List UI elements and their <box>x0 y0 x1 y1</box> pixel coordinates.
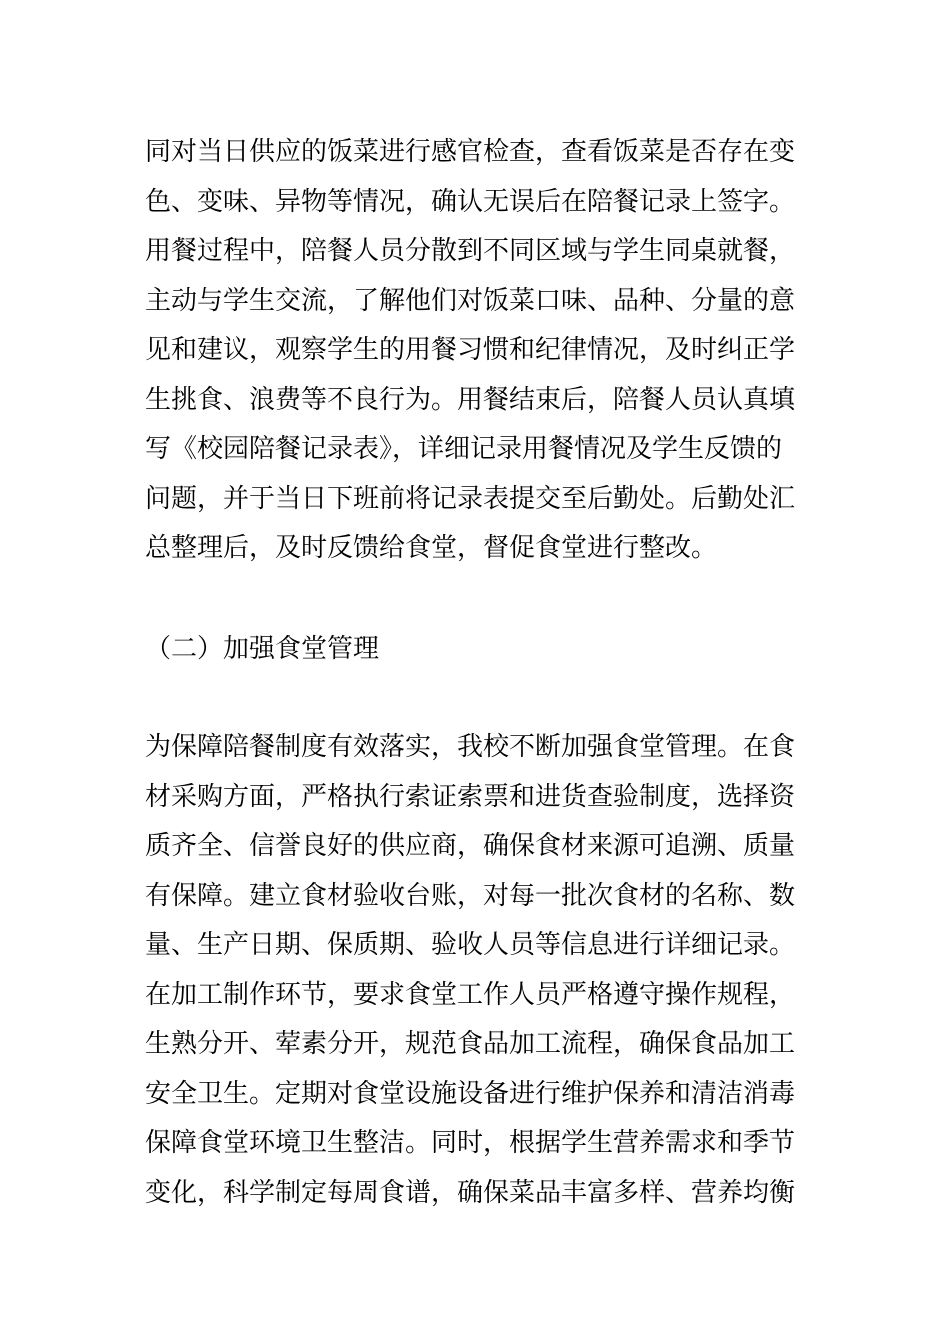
text-line: 同对当日供应的饭菜进行感官检查，查看饭菜是否存在变 <box>145 137 796 167</box>
text-line: 安全卫生。定期对食堂设施设备进行维护保养和清洁消毒 <box>145 1078 796 1109</box>
text-line: 生挑食、浪费等不良行为。用餐结束后，陪餐人员认真填 <box>145 384 796 415</box>
text-line: 用餐过程中，陪餐人员分散到不同区域与学生同桌就餐， <box>145 236 796 266</box>
text-line: 主动与学生交流，了解他们对饭菜口味、品种、分量的意 <box>145 285 796 316</box>
text-line: 有保障。建立食材验收台账，对每一批次食材的名称、数 <box>145 880 796 911</box>
text-line: 写《校园陪餐记录表》，详细记录用餐情况及学生反馈的 <box>145 434 783 464</box>
section-heading-text: （二）加强食堂管理 <box>145 634 380 664</box>
text-line: 质齐全、信誉良好的供应商，确保食材来源可追溯、质量 <box>145 831 796 861</box>
text-line: 材采购方面，严格执行索证索票和进货查验制度，选择资 <box>145 781 796 812</box>
text-line: 生熟分开、荤素分开，规范食品加工流程，确保食品加工 <box>145 1029 796 1059</box>
paragraph-canteen-management <box>145 723 815 1218</box>
text-line: 在加工制作环节，要求食堂工作人员严格遵守操作规程， <box>145 979 796 1010</box>
text-line: 为保障陪餐制度有效落实，我校不断加强食堂管理。在食 <box>145 732 796 762</box>
text-line: 色、变味、异物等情况，确认无误后在陪餐记录上签字。 <box>145 186 796 217</box>
text-line: 量、生产日期、保质期、验收人员等信息进行详细记录。 <box>145 930 796 960</box>
paragraph-canteen-accompany-process <box>145 128 815 574</box>
section-heading <box>145 625 815 675</box>
text-line: 保障食堂环境卫生整洁。同时，根据学生营养需求和季节 <box>145 1128 796 1158</box>
text-line: 总整理后，及时反馈给食堂，督促食堂进行整改。 <box>145 533 718 563</box>
text-line: 见和建议，观察学生的用餐习惯和纪律情况，及时纠正学 <box>145 335 796 365</box>
text-line: 问题，并于当日下班前将记录表提交至后勤处。后勤处汇 <box>145 483 796 514</box>
text-line: 变化，科学制定每周食谱，确保菜品丰富多样、营养均衡 <box>145 1177 796 1208</box>
